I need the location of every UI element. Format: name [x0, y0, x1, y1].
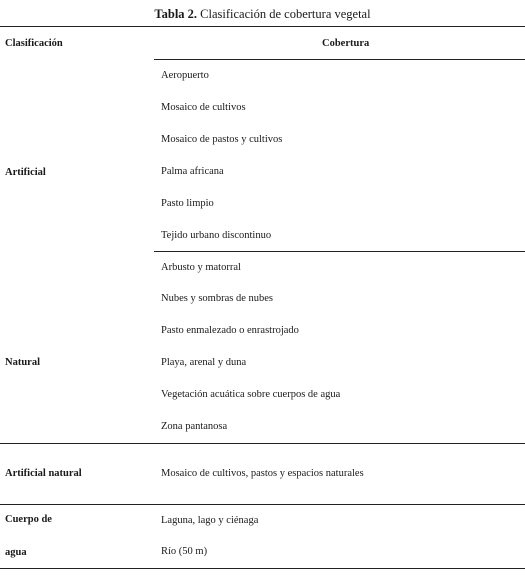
coverage-item: Río (50 m): [161, 546, 208, 557]
coverage-item: Pasto enmalezado o enrastrojado: [161, 325, 299, 336]
coverage-item: Mosaico de cultivos, pastos y espacios naturales: [161, 468, 364, 479]
coverage-item: Arbusto y matorral: [161, 262, 241, 273]
coverage-item: Laguna, lago y ciénaga: [161, 515, 259, 526]
table-caption: [0, 7, 525, 22]
caption-label: Tabla 2.: [154, 7, 198, 21]
coverage-item: Mosaico de pastos y cultivos: [161, 134, 283, 145]
classification-artificial-natural: Artificial natural: [5, 468, 82, 479]
group-rule: [0, 443, 525, 444]
top-rule: [0, 26, 525, 27]
coverage-item: Nubes y sombras de nubes: [161, 293, 273, 304]
coverage-item: Vegetación acuática sobre cuerpos de agua: [161, 389, 341, 400]
classification-water-line2: agua: [5, 547, 27, 558]
classification-water-line1: Cuerpo de: [5, 514, 52, 525]
coverage-item: Palma africana: [161, 166, 224, 177]
coverage-item: Pasto limpio: [161, 198, 214, 209]
coverage-item: Playa, arenal y duna: [161, 357, 247, 368]
header-classification: Clasificación: [5, 38, 63, 49]
classification-natural: Natural: [5, 357, 40, 368]
caption-title: Clasificación de cobertura vegetal: [200, 7, 371, 21]
coverage-item: Zona pantanosa: [161, 421, 228, 432]
bottom-rule: [0, 568, 525, 569]
coverage-item: Aeropuerto: [161, 70, 209, 81]
classification-artificial: Artificial: [5, 167, 46, 178]
coverage-item: Tejido urbano discontinuo: [161, 230, 272, 241]
header-coverage: Cobertura: [322, 38, 370, 49]
coverage-item: Mosaico de cultivos: [161, 102, 246, 113]
group-rule: [154, 251, 525, 252]
group-rule: [0, 504, 525, 505]
header-rule: [154, 59, 525, 60]
